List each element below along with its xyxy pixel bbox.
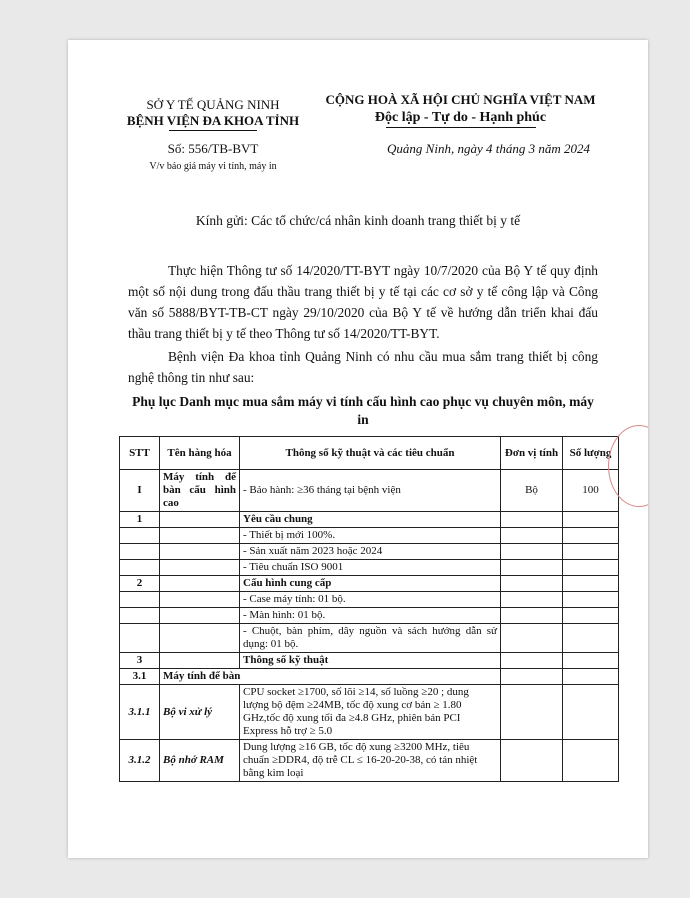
header-stt: STT (120, 437, 160, 470)
header-right (323, 91, 598, 158)
component-spec: CPU socket ≥1700, số lõi ≥14, số luồng ≥20 ; dung lượng bộ đệm ≥24MB, tốc độ xung cơ bản ≥ 1.80 GHz,tốc độ xung tối đa ≥4.8 GHz, phiên bản PCI Express hỗ trợ ≥ 5.0 (240, 685, 501, 740)
spec-line: - Tiêu chuẩn ISO 9001 (240, 560, 501, 576)
section-stt: 3.1 (120, 669, 160, 685)
table-row (120, 512, 619, 528)
table-row (120, 470, 619, 512)
item-spec: - Bảo hành: ≥36 tháng tại bệnh viện (240, 470, 501, 512)
recipient-line: Kính gửi: Các tổ chức/cá nhân kinh doanh trang thiết bị y tế (195, 213, 521, 228)
spec-line: - Case máy tính: 01 bộ. (240, 592, 501, 608)
nation-title: CỘNG HOÀ XÃ HỘI CHỦ NGHĨA VIỆT NAM (325, 92, 596, 107)
item-name: Máy tính để bàn cấu hình cao (160, 470, 240, 512)
hospital-name: BỆNH VIỆN ĐA KHOA TỈNH (126, 113, 300, 128)
spec-line: - Thiết bị mới 100%. (240, 528, 501, 544)
item-unit: Bộ (501, 470, 563, 512)
table-row (120, 528, 619, 544)
document-number: Số: 556/TB-BVT (167, 141, 259, 156)
spec-line: - Chuột, bàn phím, dây nguồn và sách hướng dẫn sử dụng: 01 bộ. (240, 624, 501, 653)
item-stt: I (120, 470, 160, 512)
section-stt: 1 (120, 512, 160, 528)
header-unit: Đơn vị tính (501, 437, 563, 470)
component-name: Bộ vi xử lý (160, 685, 240, 740)
spec-table (119, 436, 619, 782)
component-stt: 3.1.2 (120, 740, 160, 782)
section-title: Thông số kỹ thuật (240, 653, 501, 669)
document-subject: V/v báo giá máy vi tính, máy in (149, 161, 277, 172)
table-row (120, 624, 619, 653)
component-name: Bộ nhớ RAM (160, 740, 240, 782)
document-page (68, 40, 648, 858)
header-left (108, 97, 318, 175)
table-header-row (120, 437, 619, 470)
body-paragraph-1 (128, 260, 598, 344)
table-row (120, 560, 619, 576)
table-row (120, 608, 619, 624)
department-name: SỞ Y TẾ QUẢNG NINH (146, 97, 280, 112)
header-qty: Số lượng (563, 437, 619, 470)
header-spec: Thông số kỹ thuật và các tiêu chuẩn (240, 437, 501, 470)
table-row (120, 653, 619, 669)
spec-line: - Sản xuất năm 2023 hoặc 2024 (240, 544, 501, 560)
motto: Độc lập - Tự do - Hạnh phúc (374, 110, 547, 125)
component-spec: Dung lượng ≥16 GB, tốc độ xung ≥3200 MHz, tiêu chuẩn ≥DDR4, độ trễ CL ≤ 16-20-20-38, có tản nhiệt bằng kim loại (240, 740, 501, 782)
document-date: Quảng Ninh, ngày 4 tháng 3 năm 2024 (387, 141, 590, 156)
table-row (120, 544, 619, 560)
table-row (120, 685, 619, 740)
motto-underline (386, 127, 536, 128)
table-row (120, 576, 619, 592)
section-title: Cấu hình cung cấp (240, 576, 501, 592)
paragraph-text: Thực hiện Thông tư số 14/2020/TT-BYT ngày 10/7/2020 của Bộ Y tế quy định một số nội dung trong đấu thầu trang thiết bị y tế tại các cơ sở y tế công lập và Công văn số 5888/BYT-TB-CT ngày 29/10/2020 của Bộ Y tế về hướng dẫn triển khai đấu thầu trang thiết bị y tế theo Thông tư số 14/2020/TT-BYT. (128, 263, 598, 341)
appendix-title: Phụ lục Danh mục mua sắm máy vi tính cấu hình cao phục vụ chuyên môn, máy in (132, 394, 594, 427)
body-paragraph-2 (128, 346, 598, 388)
section-title: Yêu cầu chung (240, 512, 501, 528)
hospital-underline (169, 130, 257, 131)
table-row (120, 740, 619, 782)
paragraph-text: Bệnh viện Đa khoa tỉnh Quảng Ninh có nhu cầu mua sắm trang thiết bị công nghệ thông tin như sau: (128, 349, 598, 385)
spec-line: - Màn hình: 01 bộ. (240, 608, 501, 624)
component-stt: 3.1.1 (120, 685, 160, 740)
item-qty: 100 (563, 470, 619, 512)
section-stt: 3 (120, 653, 160, 669)
table-row (120, 592, 619, 608)
section-title: Máy tính để bàn (160, 669, 501, 685)
table-row (120, 669, 619, 685)
section-stt: 2 (120, 576, 160, 592)
header-name: Tên hàng hóa (160, 437, 240, 470)
